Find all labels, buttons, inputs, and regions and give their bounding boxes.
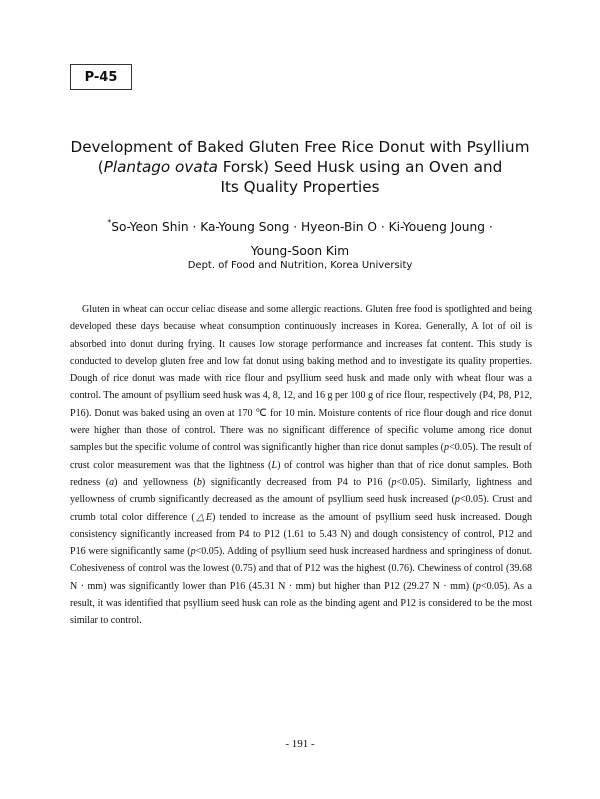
abstract-text: <0.05). Adding of psyllium seed husk increased hardness and springiness of donut. Cohesiveness of control was the lowest (0.75) and that of P12 was the highest (0.76). Chewiness of control (39.68 N · mm) was significantly lower than P16 (45.31 N · mm) but higher than P12 (29.27 N · mm) ( bbox=[70, 546, 532, 592]
title-line-2 bbox=[40, 157, 560, 177]
abstract-text: ) of control was higher than that of rice donut samples. Both redness ( bbox=[70, 459, 532, 488]
abstract-italic-p: p bbox=[454, 494, 460, 506]
abstract-text: ) significantly decreased from P4 to P16 ( bbox=[201, 476, 392, 488]
abstract-italic-p: p bbox=[475, 580, 481, 592]
author-names-1: So-Yeon Shin · Ka-Young Song · Hyeon-Bin O · Ki-Youeng Joung · bbox=[111, 220, 493, 234]
abstract-text: <0.05). The result of crust color measurement was that the lightness ( bbox=[70, 442, 532, 471]
abstract-italic-delta-e: △E bbox=[194, 511, 212, 523]
abstract-text: ) and yellowness ( bbox=[114, 476, 197, 488]
paper-title bbox=[40, 137, 560, 197]
abstract-text: <0.05). Crust and crumb total color difference ( bbox=[70, 494, 532, 523]
abstract-text: ) tended to increase as the amount of psyllium seed husk increased. Dough consistency significantly increased from P4 to P12 (1.61 to 5.43 N) and dough consistency of control, P12 and P16 were significantly same ( bbox=[70, 511, 532, 558]
abstract-italic-p: p bbox=[190, 546, 196, 558]
abstract-italic-p: p bbox=[391, 476, 397, 488]
poster-id-badge: P-45 bbox=[70, 64, 132, 90]
corresponding-author-marker: * bbox=[107, 218, 112, 227]
title-line-3: Its Quality Properties bbox=[220, 178, 380, 196]
author-list bbox=[40, 211, 560, 263]
title-line-1: Development of Baked Gluten Free Rice Donut with Psyllium bbox=[70, 138, 530, 156]
abstract-text: Gluten in wheat can occur celiac disease and some allergic reactions. Gluten free food is spotlighted and being developed these days because wheat consumption continuously increases in Korea. Generally, A lot of oil is absorbed into donut during frying. It causes low storage performance and increases fat content. This study is conducted to develop gluten free and low fat donut using baking method and to investigate its quality properties. Dough of rice donut was made with rice flour and psyllium seed husk and made only with wheat flour was a control. The amount of psyllium seed husk was 4, 8, 12, and 16 g per 100 g of rice flour, respectively (P4, P8, P12, P16). Donut was baked using an oven at 170 ℃ for 10 min. Moisture contents of rice flour dough and rice donut were higher than those of control. There was no significant difference of specific volume among rice donut samples but the specific volume of control was significantly higher than rice donut samples ( bbox=[70, 304, 532, 454]
author-line-1 bbox=[40, 211, 560, 239]
abstract-italic-l: L bbox=[271, 459, 278, 471]
title-species-name: Plantago ovata bbox=[103, 158, 218, 176]
title-line-2-rest: Forsk) Seed Husk using an Oven and bbox=[217, 158, 503, 176]
author-line-2: Young-Soon Kim bbox=[250, 244, 350, 258]
abstract-italic-a: a bbox=[109, 476, 115, 488]
page-number: - 191 - bbox=[285, 738, 315, 750]
abstract-italic-p: p bbox=[444, 442, 450, 454]
abstract-italic-b: b bbox=[196, 476, 202, 488]
abstract-text: <0.05). Similarly, lightness and yellowness of crumb significantly decreased as the amount of psyllium seed husk increased ( bbox=[70, 476, 532, 506]
abstract-body bbox=[70, 301, 532, 630]
title-paren: ( bbox=[97, 158, 104, 176]
affiliation: Dept. of Food and Nutrition, Korea University bbox=[187, 260, 413, 271]
abstract-text: <0.05). As a result, it was identified that psyllium seed husk can role as the binding agent and P12 is considered to be the most similar to control. bbox=[70, 580, 532, 627]
